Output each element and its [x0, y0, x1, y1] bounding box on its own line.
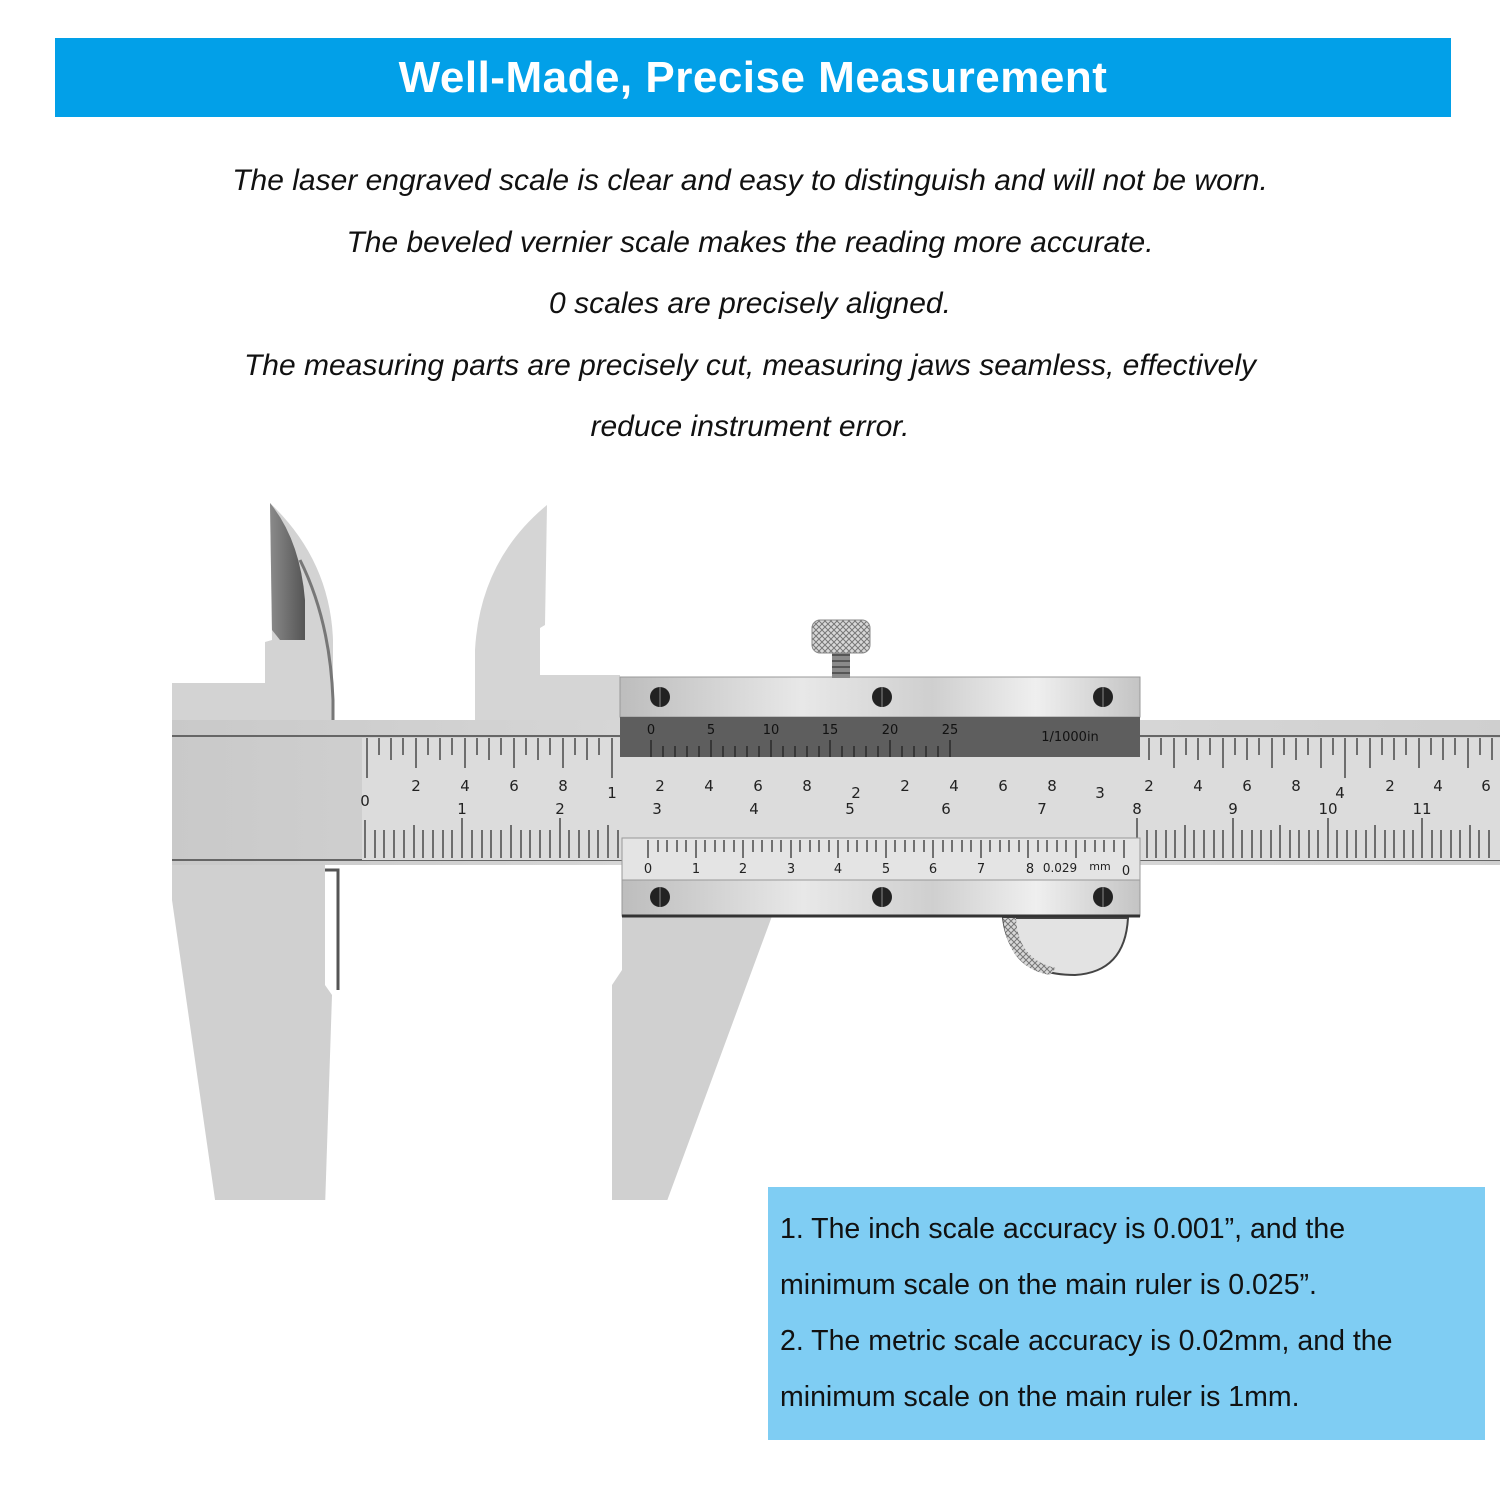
inch-vernier-label: 0	[646, 723, 656, 738]
thumb-wheel	[1003, 918, 1128, 975]
inch-label: 8	[1291, 777, 1301, 795]
page-title: Well-Made, Precise Measurement	[398, 52, 1108, 102]
precision-label: 0.029	[1042, 861, 1078, 875]
mm-unit-label: mm	[1089, 860, 1111, 873]
feature-description	[0, 150, 1500, 458]
mm-vernier-label: 1	[691, 862, 701, 877]
inch-vernier-label: 10	[762, 723, 780, 738]
spec-line: 2. The metric scale accuracy is 0.02mm, and the	[780, 1325, 1393, 1357]
inch-label: 2	[655, 777, 665, 795]
inch-label: 4	[704, 777, 714, 795]
mm-label: 3	[652, 800, 662, 818]
mm-vernier-label: 0	[643, 862, 653, 877]
description-line: 0 scales are precisely aligned.	[549, 287, 951, 320]
sliding-lower-jaw	[612, 908, 775, 1200]
mm-label: 7	[1037, 800, 1047, 818]
specs-box	[768, 1187, 1485, 1440]
fixed-lower-jaw	[172, 865, 338, 1200]
inch-label: 2	[900, 777, 910, 795]
header-banner	[55, 38, 1451, 117]
mm-label: 4	[749, 800, 759, 818]
mm-label: 8	[1132, 800, 1142, 818]
inch-vernier-label: 20	[881, 723, 899, 738]
description-line: reduce instrument error.	[590, 410, 910, 443]
mm-vernier-label: 2	[738, 862, 748, 877]
locking-screw	[812, 620, 870, 678]
description-line: The beveled vernier scale makes the reading more accurate.	[346, 225, 1154, 259]
spec-line: minimum scale on the main ruler is 0.025”.	[780, 1269, 1317, 1301]
inch-label: 2	[1144, 777, 1154, 795]
inch-label: 6	[1242, 777, 1252, 795]
mm-vernier-label: 6	[928, 862, 938, 877]
inch-vernier-label: 25	[941, 723, 959, 738]
sliding-upper-jaw	[475, 505, 620, 720]
mm-label: 6	[941, 800, 951, 818]
description-line: The measuring parts are precisely cut, measuring jaws seamless, effectively	[243, 348, 1257, 382]
inch-label: 4	[460, 777, 470, 795]
fixed-upper-jaw	[172, 503, 360, 735]
mm-vernier-label: 5	[881, 862, 891, 877]
mm-vernier-label: 8	[1025, 862, 1035, 877]
inch-label: 1	[607, 784, 617, 802]
mm-label: 11	[1412, 800, 1432, 818]
mm-vernier-label: 4	[833, 862, 843, 877]
inch-label: 6	[998, 777, 1008, 795]
inch-vernier-label: 5	[706, 723, 716, 738]
spec-line: minimum scale on the main ruler is 1mm.	[780, 1381, 1300, 1413]
inch-label: 4	[1433, 777, 1443, 795]
inch-label: 8	[1047, 777, 1057, 795]
inch-label: 2	[851, 784, 861, 802]
inch-label: 6	[1481, 777, 1491, 795]
inch-label: 6	[753, 777, 763, 795]
mm-vernier-label: 3	[786, 862, 796, 877]
mm-label: 2	[555, 800, 565, 818]
mm-label: 10	[1318, 800, 1338, 818]
inch-label: 2	[1385, 777, 1395, 795]
vernier-caliper-illustration	[0, 480, 1500, 1200]
mm-label: 5	[845, 800, 855, 818]
inch-label: 6	[509, 777, 519, 795]
mm-label: 0	[360, 792, 370, 810]
inch-label: 4	[949, 777, 959, 795]
inch-label: 4	[1335, 784, 1345, 802]
mm-vernier-label: 0	[1121, 864, 1131, 879]
mm-vernier-label: 7	[976, 862, 986, 877]
inch-unit-label: 1/1000in	[1041, 730, 1099, 745]
mm-label: 1	[457, 800, 467, 818]
inch-label: 3	[1095, 784, 1105, 802]
description-line: The laser engraved scale is clear and easy to distinguish and will not be worn.	[232, 164, 1268, 197]
inch-label: 8	[558, 777, 568, 795]
spec-line: 1. The inch scale accuracy is 0.001”, and the	[780, 1213, 1346, 1245]
inch-label: 4	[1193, 777, 1203, 795]
inch-label: 8	[802, 777, 812, 795]
inch-label: 2	[411, 777, 421, 795]
mm-label: 9	[1228, 800, 1238, 818]
inch-vernier-label: 15	[821, 723, 839, 738]
